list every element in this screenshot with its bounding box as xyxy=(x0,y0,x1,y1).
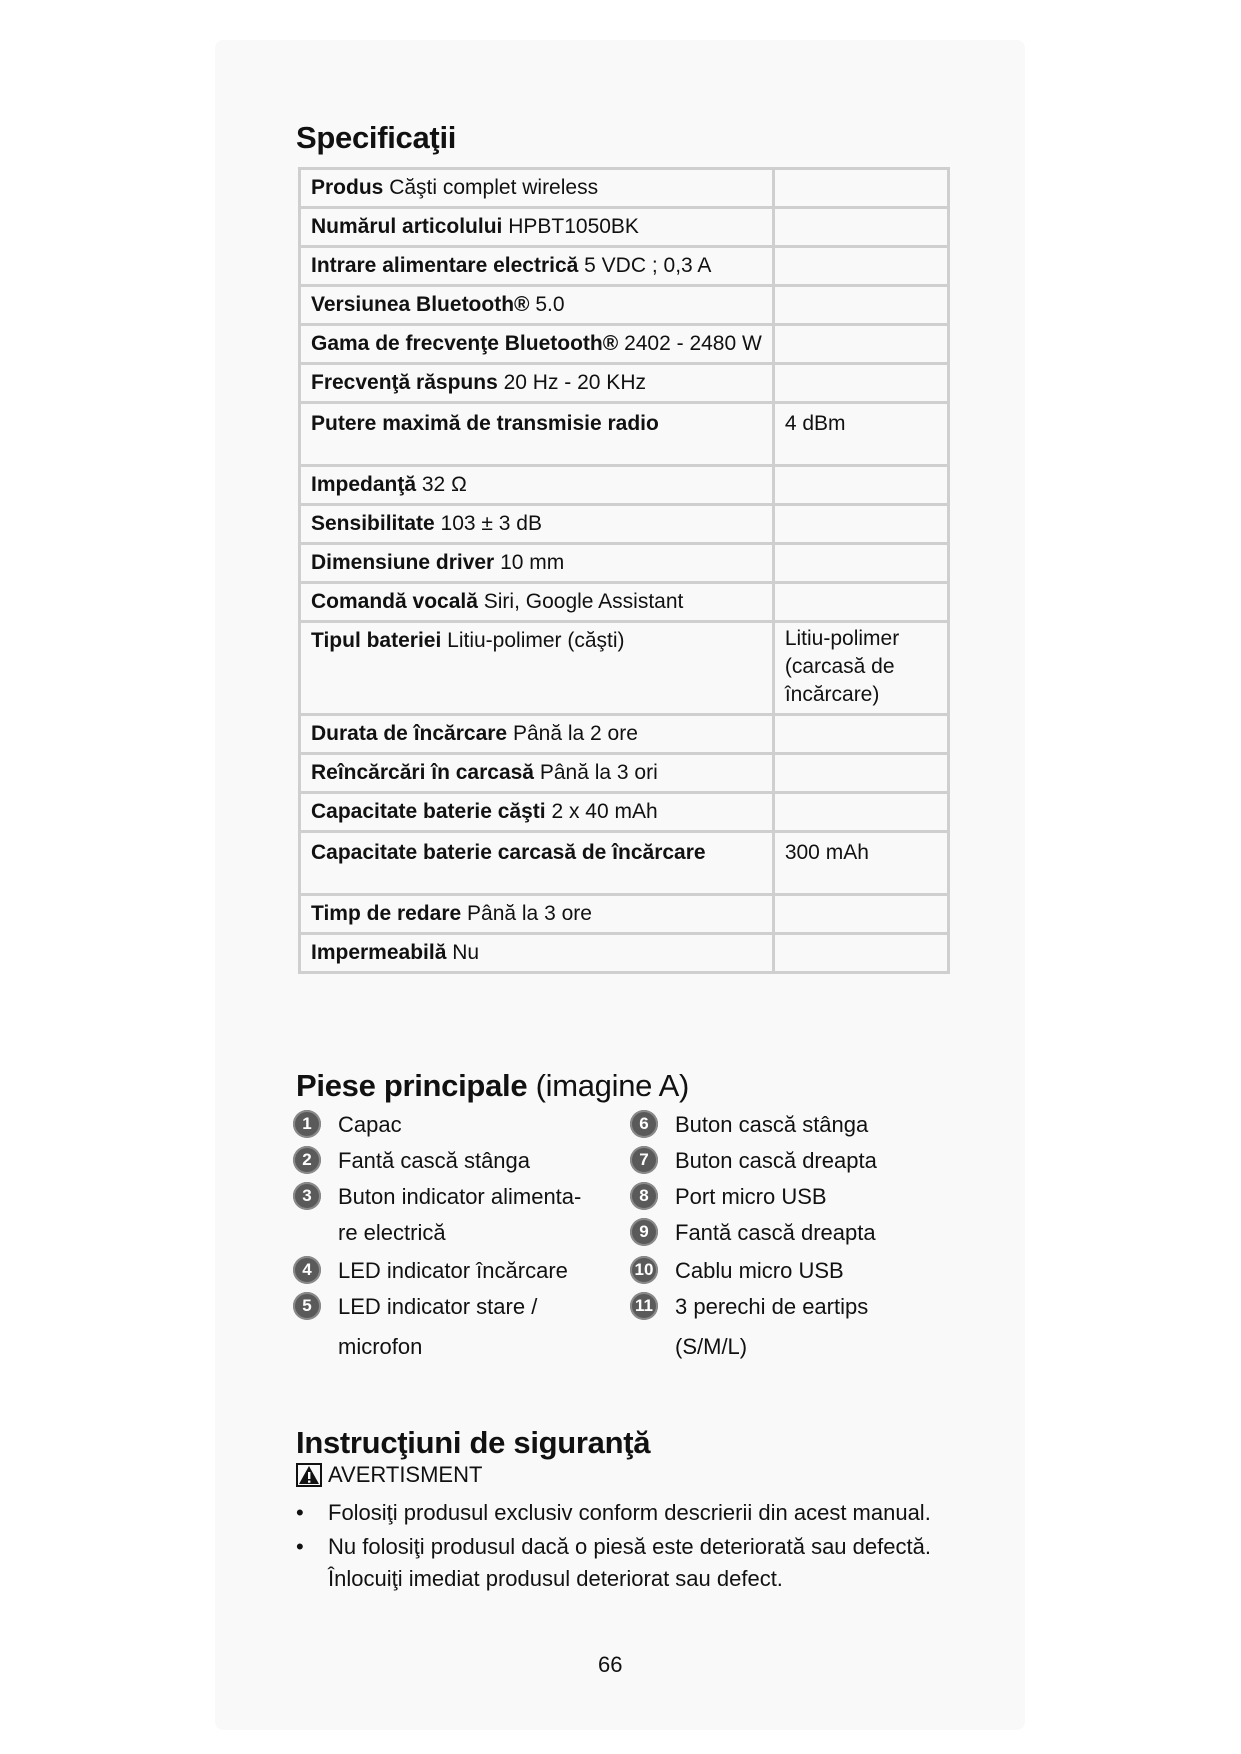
parts-title xyxy=(296,1068,689,1104)
spec-row xyxy=(300,715,949,754)
spec-label-cell xyxy=(300,622,774,715)
spec-value: 5.0 xyxy=(535,293,565,316)
spec-row xyxy=(300,583,949,622)
spec-label-cell xyxy=(300,895,774,934)
spec-row xyxy=(300,169,949,208)
spec-label: Comandă vocală xyxy=(311,590,478,613)
safety-bullet-list xyxy=(296,1497,936,1597)
spec-value-cell xyxy=(773,364,948,403)
spec-label: Produs xyxy=(311,176,384,199)
part-label: Cablu micro USB xyxy=(675,1258,844,1283)
spec-label-cell xyxy=(300,208,774,247)
spec-value-cell xyxy=(773,208,948,247)
spec-label-cell xyxy=(300,169,774,208)
spec-value: Nu xyxy=(452,941,480,964)
spec-value: 2 x 40 mAh xyxy=(551,800,658,823)
spec-value-cell xyxy=(773,754,948,793)
spec-row xyxy=(300,466,949,505)
spec-value-cell xyxy=(773,286,948,325)
spec-label-cell xyxy=(300,505,774,544)
spec-title: Specificaţii xyxy=(296,120,457,155)
spec-value: Căşti complet wireless xyxy=(389,176,599,199)
part-number-badge: 11 xyxy=(630,1292,658,1320)
part-label: Buton cască dreapta xyxy=(675,1148,877,1173)
part-label: LED indicator stare / xyxy=(338,1294,538,1319)
spec-value-cell xyxy=(773,895,948,934)
part-label: Fantă cască dreapta xyxy=(675,1220,876,1245)
spec-value-cell xyxy=(773,466,948,505)
part-label: Fantă cască stânga xyxy=(338,1148,531,1173)
part-number-badge: 5 xyxy=(293,1292,321,1320)
spec-label-cell xyxy=(300,364,774,403)
spec-value-cell xyxy=(773,325,948,364)
spec-label-cell xyxy=(300,247,774,286)
spec-row xyxy=(300,934,949,973)
part-number-badge: 1 xyxy=(293,1110,321,1138)
spec-value-cell xyxy=(773,169,948,208)
spec-row xyxy=(300,403,949,466)
spec-label-cell xyxy=(300,715,774,754)
part-label-continued: (S/M/L) xyxy=(675,1334,748,1359)
part-label-continued: re electrică xyxy=(338,1220,446,1245)
part-number-badge: 3 xyxy=(293,1182,321,1210)
spec-value: HPBT1050BK xyxy=(508,215,639,238)
spec-row xyxy=(300,622,949,715)
spec-value: Până la 2 ore xyxy=(512,722,638,745)
part-label: LED indicator încărcare xyxy=(338,1258,568,1283)
spec-row xyxy=(300,286,949,325)
safety-title: Instrucţiuni de siguranţă xyxy=(296,1425,651,1460)
spec-label-cell xyxy=(300,325,774,364)
spec-row xyxy=(300,754,949,793)
spec-label: Putere maximă de transmisie radio xyxy=(311,412,659,435)
spec-row xyxy=(300,325,949,364)
spec-value: 2402 - 2480 W xyxy=(624,332,762,355)
spec-value-cell xyxy=(773,247,948,286)
spec-label-cell xyxy=(300,832,774,895)
part-label: Port micro USB xyxy=(675,1184,827,1209)
spec-value: 10 mm xyxy=(500,551,565,574)
part-label-continued: microfon xyxy=(338,1334,423,1359)
spec-value: Până la 3 ore xyxy=(467,902,592,925)
spec-value: Până la 3 ori xyxy=(539,761,658,784)
spec-label: Reîncărcări în carcasă xyxy=(311,761,534,784)
parts-title-bold: Piese principale xyxy=(296,1068,528,1103)
spec-table xyxy=(298,167,950,974)
parts-title-light: (imagine A) xyxy=(535,1068,690,1103)
spec-value-cell: 300 mAh xyxy=(773,832,948,895)
part-label: 3 perechi de eartips xyxy=(675,1294,869,1319)
spec-row xyxy=(300,895,949,934)
part-number-badge: 6 xyxy=(630,1110,658,1138)
part-number-badge: 7 xyxy=(630,1146,658,1174)
spec-label-cell xyxy=(300,544,774,583)
safety-bullet: • Folosiţi produsul exclusiv conform descrierii din acest manual. xyxy=(296,1497,936,1529)
part-number-badge: 4 xyxy=(293,1256,321,1284)
spec-value-cell: 4 dBm xyxy=(773,403,948,466)
warning-row xyxy=(296,1462,482,1488)
spec-row xyxy=(300,208,949,247)
part-item xyxy=(630,1218,876,1246)
spec-label-cell xyxy=(300,583,774,622)
spec-label: Timp de redare xyxy=(311,902,462,925)
warning-label: AVERTISMENT xyxy=(328,1462,483,1487)
spec-label: Impermeabilă xyxy=(311,941,447,964)
spec-value-cell: Litiu-polimer (carcasă de încărcare) xyxy=(773,622,948,715)
spec-label: Impedanţă xyxy=(311,473,417,496)
part-item xyxy=(630,1110,869,1138)
part-item xyxy=(293,1182,582,1210)
part-item xyxy=(630,1292,869,1320)
part-item xyxy=(293,1292,538,1320)
spec-label: Durata de încărcare xyxy=(311,722,508,745)
spec-row xyxy=(300,364,949,403)
spec-value-cell xyxy=(773,793,948,832)
spec-label-cell xyxy=(300,793,774,832)
spec-label: Numărul articolului xyxy=(311,215,503,238)
spec-label-cell xyxy=(300,286,774,325)
part-item xyxy=(293,1256,568,1284)
spec-row xyxy=(300,793,949,832)
spec-label-cell xyxy=(300,754,774,793)
spec-value-cell xyxy=(773,544,948,583)
part-label: Buton indicator alimenta- xyxy=(338,1184,582,1209)
part-label: Buton cască stânga xyxy=(675,1112,869,1137)
spec-label-cell xyxy=(300,403,774,466)
spec-label: Sensibilitate xyxy=(311,512,435,535)
spec-value-cell xyxy=(773,934,948,973)
spec-label-cell xyxy=(300,466,774,505)
spec-label-cell xyxy=(300,934,774,973)
spec-label: Capacitate baterie căşti xyxy=(311,800,546,823)
spec-value-cell xyxy=(773,583,948,622)
part-item xyxy=(293,1110,402,1138)
warning-triangle-icon xyxy=(296,1463,322,1487)
spec-value: 103 ± 3 dB xyxy=(440,512,542,535)
spec-value: Siri, Google Assistant xyxy=(483,590,684,613)
spec-label: Tipul bateriei xyxy=(311,629,442,652)
spec-row xyxy=(300,247,949,286)
part-number-badge: 8 xyxy=(630,1182,658,1210)
part-item xyxy=(630,1256,844,1284)
spec-row xyxy=(300,832,949,895)
spec-row xyxy=(300,505,949,544)
spec-value-cell xyxy=(773,715,948,754)
part-label: Capac xyxy=(338,1112,402,1137)
spec-value: 20 Hz - 20 KHz xyxy=(503,371,646,394)
part-number-badge: 2 xyxy=(293,1146,321,1174)
spec-label: Versiunea Bluetooth® xyxy=(311,293,530,316)
spec-label: Dimensiune driver xyxy=(311,551,495,574)
part-number-badge: 9 xyxy=(630,1218,658,1246)
page-number: 66 xyxy=(598,1652,623,1677)
part-item xyxy=(293,1146,531,1174)
spec-label: Gama de frecvenţe Bluetooth® xyxy=(311,332,619,355)
part-number-badge: 10 xyxy=(630,1256,658,1284)
part-item xyxy=(630,1146,877,1174)
spec-label: Capacitate baterie carcasă de încărcare xyxy=(311,841,706,864)
safety-bullet: • Nu folosiţi produsul dacă o piesă este deteriorată sau defectă. Înlocuiţi imediat produsul deteriorat sau defect. xyxy=(296,1531,936,1595)
spec-value: Litiu-polimer (căşti) xyxy=(447,629,625,652)
part-item xyxy=(630,1182,827,1210)
spec-value-cell xyxy=(773,505,948,544)
spec-label: Frecvenţă răspuns xyxy=(311,371,498,394)
spec-row xyxy=(300,544,949,583)
spec-label: Intrare alimentare electrică xyxy=(311,254,579,277)
spec-value: 32 Ω xyxy=(421,473,467,496)
spec-value: 5 VDC ; 0,3 A xyxy=(584,254,712,277)
